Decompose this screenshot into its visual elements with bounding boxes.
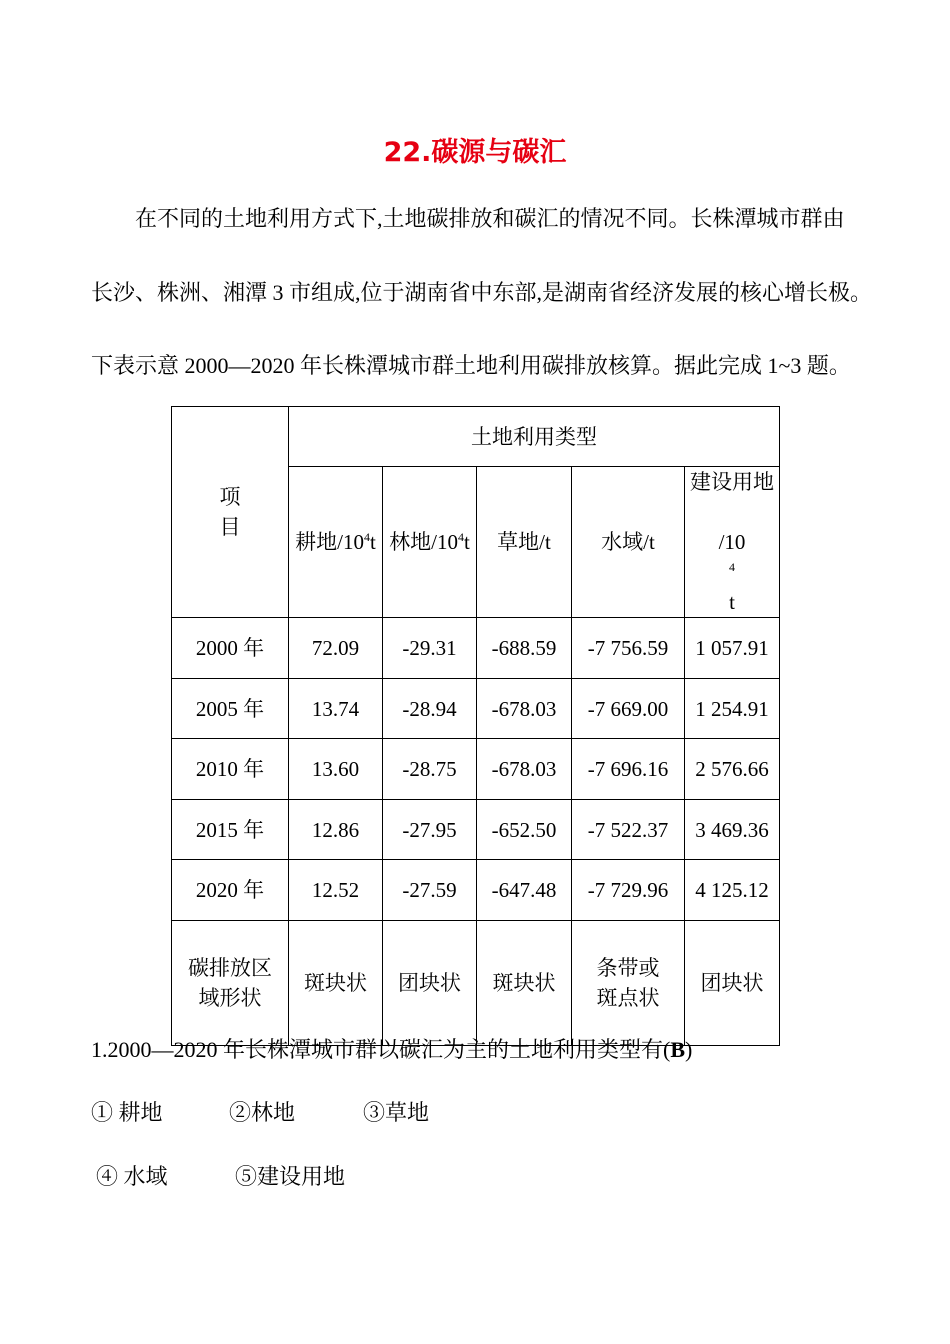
value-cell: -27.59 [383, 860, 477, 921]
value-cell: -688.59 [477, 618, 572, 679]
table-row [172, 800, 780, 860]
value-cell: 13.60 [289, 739, 383, 800]
option-5: ⑤建设用地 [235, 1164, 346, 1189]
value-cell: 72.09 [289, 618, 383, 679]
value-cell: 1 254.91 [685, 679, 780, 739]
option-2: ②林地 [229, 1100, 296, 1125]
year-cell: 2005 年 [172, 679, 289, 739]
value-cell: -652.50 [477, 800, 572, 860]
value-cell: 12.52 [289, 860, 383, 921]
value-cell: -7 696.16 [572, 739, 685, 800]
value-cell: 13.74 [289, 679, 383, 739]
col-header-construction: 建设用地 /10 $^4$ t [685, 467, 780, 618]
land-use-group-header: 土地利用类型 [289, 407, 780, 467]
shape-cell-cropland: 斑块状 [289, 921, 383, 1046]
intro-line-3: 下表示意 2000—2020 年长株潭城市群土地利用碳排放核算。据此完成 1~3 题。 [91, 353, 851, 378]
col-header-grassland: 草地/t [477, 467, 572, 618]
value-cell: -28.75 [383, 739, 477, 800]
value-cell: -7 669.00 [572, 679, 685, 739]
value-cell: 3 469.36 [685, 800, 780, 860]
value-cell: -29.31 [383, 618, 477, 679]
shape-cell-forest: 团块状 [383, 921, 477, 1046]
value-cell: -647.48 [477, 860, 572, 921]
table-row [172, 618, 780, 679]
item-header-cell [172, 407, 289, 618]
shape-cell-grassland: 斑块状 [477, 921, 572, 1046]
col-header-water: 水域/t [572, 467, 685, 618]
question-1-answer: B [670, 1037, 686, 1062]
shape-cell-construction: 团块状 [685, 921, 780, 1046]
col-header-cropland: 耕地$/10^4t$ [289, 467, 383, 618]
option-3: ③草地 [363, 1100, 430, 1125]
value-cell: 2 576.66 [685, 739, 780, 800]
intro-line-2: 长沙、株洲、湘潭 3 市组成,位于湖南省中东部,是湖南省经济发展的核心增长极。 [91, 280, 873, 305]
year-cell: 2020 年 [172, 860, 289, 921]
year-cell: 2010 年 [172, 739, 289, 800]
item-header-line-1: 项 [219, 485, 241, 509]
col-header-forest: 林地$/10^4t$ [383, 467, 477, 618]
value-cell: -28.94 [383, 679, 477, 739]
value-cell: -678.03 [477, 679, 572, 739]
item-header-line-2: 目 [219, 515, 241, 539]
carbon-emission-table [171, 406, 780, 1046]
value-cell: 4 125.12 [685, 860, 780, 921]
value-cell: -7 756.59 [572, 618, 685, 679]
option-1: ① 耕地 [91, 1100, 163, 1125]
table-row [172, 679, 780, 739]
value-cell: -678.03 [477, 739, 572, 800]
value-cell: -7 729.96 [572, 860, 685, 921]
value-cell: 1 057.91 [685, 618, 780, 679]
value-cell: -27.95 [383, 800, 477, 860]
question-1-stem: 1.2000—2020 年长株潭城市群以碳汇为主的土地利用类型有(B) [91, 1037, 693, 1062]
intro-line-1: 在不同的土地利用方式下,土地碳排放和碳汇的情况不同。长株潭城市群由 [135, 206, 845, 231]
shape-row [172, 921, 780, 1046]
year-cell: 2015 年 [172, 800, 289, 860]
option-4: ④ 水域 [96, 1164, 168, 1189]
table-row [172, 860, 780, 921]
shape-cell-water: 条带或 斑点状 [572, 921, 685, 1046]
table-row [172, 739, 780, 800]
value-cell: -7 522.37 [572, 800, 685, 860]
value-cell: 12.86 [289, 800, 383, 860]
year-cell: 2000 年 [172, 618, 289, 679]
page-title: 22.碳源与碳汇 [383, 137, 567, 168]
shape-header-cell: 碳排放区 域形状 [172, 921, 289, 1046]
